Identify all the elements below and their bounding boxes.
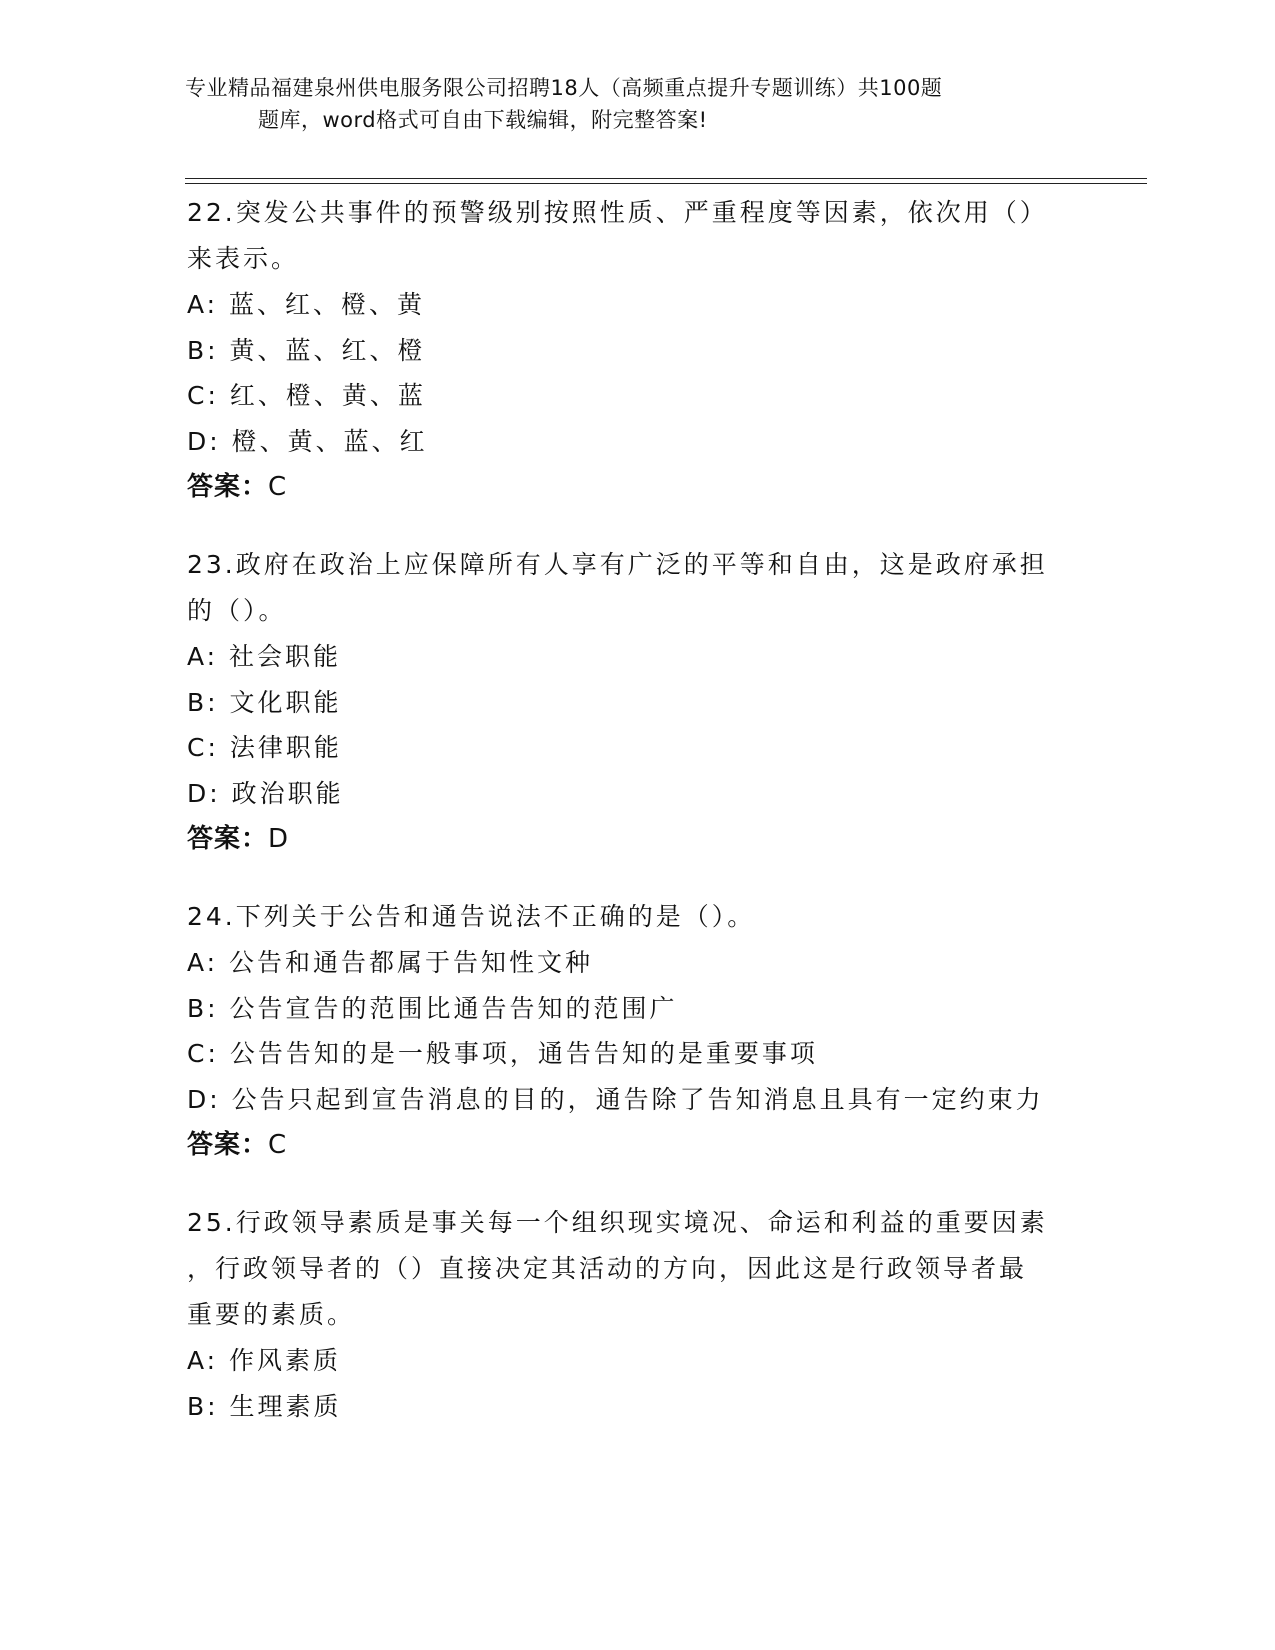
option-c: C: 红、橙、黄、蓝 xyxy=(187,381,426,410)
question-24 xyxy=(187,894,1087,1168)
question-text xyxy=(187,1200,1087,1338)
header-divider-thick xyxy=(185,178,1147,179)
question-22 xyxy=(187,190,1087,510)
answer-label: 答案： xyxy=(187,472,269,502)
answer-line xyxy=(187,1122,1087,1168)
option-d: D: 公告只起到宣告消息的目的，通告除了告知消息且具有一定约束力 xyxy=(187,1084,1044,1114)
answer-line xyxy=(187,464,1087,510)
document-header xyxy=(185,72,1085,136)
answer-value: C xyxy=(268,472,288,502)
question-text-line: 24.下列关于公告和通告说法不正确的是（）。 xyxy=(187,902,756,931)
option-b: B: 生理素质 xyxy=(187,1391,342,1421)
question-text xyxy=(187,190,1087,282)
answer-value: C xyxy=(268,1130,288,1160)
option-a: A: 蓝、红、橙、黄 xyxy=(187,290,426,319)
option-c: C: 法律职能 xyxy=(187,733,342,762)
header-title-line2: 题库，word格式可自由下载编辑，附完整答案! xyxy=(258,108,708,132)
question-text-line: 23.政府在政治上应保障所有人享有广泛的平等和自由，这是政府承担 xyxy=(187,550,1048,579)
question-text xyxy=(187,542,1087,634)
question-list xyxy=(187,190,1087,1461)
question-text-line: 25.行政领导素质是事关每一个组织现实境况、命运和利益的重要因素 xyxy=(187,1208,1048,1237)
answer-value: D xyxy=(268,824,290,854)
answer-line xyxy=(187,816,1087,862)
option-a: A: 公告和通告都属于告知性文种 xyxy=(187,948,594,977)
option-d: D: 政治职能 xyxy=(187,778,344,808)
question-text-line: 来表示。 xyxy=(187,244,300,273)
option-a: A: 作风素质 xyxy=(187,1346,342,1375)
answer-label: 答案： xyxy=(187,1130,269,1160)
question-text xyxy=(187,894,1087,940)
header-title-line1: 专业精品福建泉州供电服务限公司招聘18人（高频重点提升专题训练）共100题 xyxy=(185,76,943,100)
option-b: B: 文化职能 xyxy=(187,687,342,717)
question-text-line: 重要的素质。 xyxy=(187,1300,356,1329)
question-25 xyxy=(187,1200,1087,1429)
header-divider-thin xyxy=(185,183,1147,184)
option-b: B: 公告宣告的范围比通告告知的范围广 xyxy=(187,993,678,1023)
question-text-line: ，行政领导者的（）直接决定其活动的方向，因此这是行政领导者最 xyxy=(187,1254,1028,1283)
question-text-line: 22.突发公共事件的预警级别按照性质、严重程度等因素，依次用（） xyxy=(187,198,1048,227)
question-23 xyxy=(187,542,1087,862)
option-b: B: 黄、蓝、红、橙 xyxy=(187,335,426,365)
question-text-line: 的（）。 xyxy=(187,596,287,625)
answer-label: 答案： xyxy=(187,824,269,854)
option-a: A: 社会职能 xyxy=(187,642,342,671)
option-c: C: 公告告知的是一般事项，通告告知的是重要事项 xyxy=(187,1039,818,1068)
option-d: D: 橙、黄、蓝、红 xyxy=(187,426,428,456)
